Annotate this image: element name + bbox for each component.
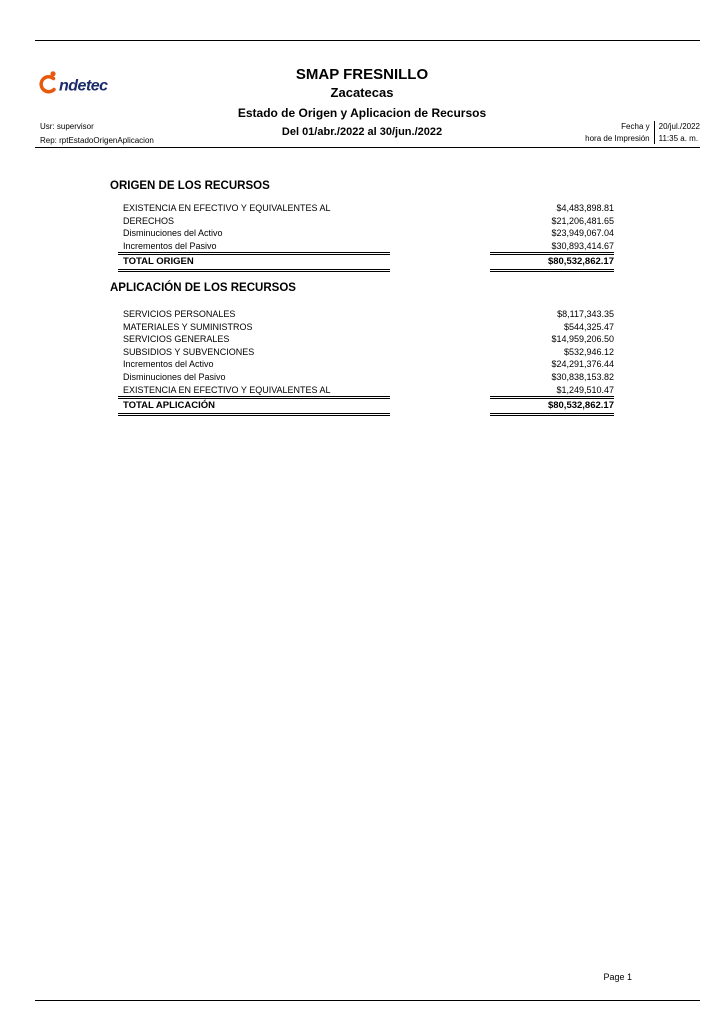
report-meta-left <box>40 120 154 148</box>
report-meta-right <box>585 121 700 144</box>
row-value: $4,483,898.81 <box>556 203 614 213</box>
table-row <box>123 334 614 347</box>
print-datetime-labels <box>585 121 653 144</box>
entity-name: SMAP FRESNILLO <box>295 66 429 83</box>
table-row <box>123 309 614 322</box>
total-value: $80,532,862.17 <box>490 252 614 272</box>
row-label: SUBSIDIOS Y SUBVENCIONES <box>123 346 255 357</box>
entity-state: Zacatecas <box>330 85 394 101</box>
row-label: EXISTENCIA EN EFECTIVO Y EQUIVALENTES AL <box>123 203 331 213</box>
row-value: $1,249,510.47 <box>556 384 614 395</box>
time-label: hora de Impresión <box>585 133 650 143</box>
table-row <box>123 203 614 216</box>
user-line: Usr: supervisor <box>40 122 94 131</box>
time-value: 11:35 a. m. <box>658 133 699 143</box>
total-aplicacion-row <box>118 396 614 416</box>
row-value: $544,325.47 <box>563 321 614 332</box>
row-label: Incrementos del Activo <box>123 359 214 370</box>
date-label: Fecha y <box>621 122 650 131</box>
table-row <box>123 228 614 241</box>
total-origen-row <box>118 252 614 272</box>
row-label: EXISTENCIA EN EFECTIVO Y EQUIVALENTES AL <box>123 384 331 395</box>
print-datetime-values <box>655 121 700 144</box>
row-label: MATERIALES Y SUMINISTROS <box>123 321 253 332</box>
total-value: $80,532,862.17 <box>490 396 614 416</box>
total-label: TOTAL APLICACIÓN <box>118 396 390 416</box>
row-label: Disminuciones del Activo <box>123 228 223 239</box>
table-row <box>123 347 614 360</box>
logo-text: ndetec <box>59 77 108 95</box>
page-number: Page 1 <box>603 972 632 982</box>
row-value: $23,949,067.04 <box>551 228 614 239</box>
table-row <box>123 322 614 335</box>
table-row <box>123 372 614 385</box>
report-title: Estado de Origen y Aplicacion de Recursos <box>237 106 487 121</box>
section-title-origen: ORIGEN DE LOS RECURSOS <box>110 180 270 192</box>
top-rule <box>35 40 700 41</box>
row-label: DERECHOS <box>123 215 175 226</box>
row-label: Incrementos del Pasivo <box>123 240 217 251</box>
row-value: $24,291,376.44 <box>551 359 614 370</box>
header-rule <box>35 147 700 148</box>
total-label: TOTAL ORIGEN <box>118 252 390 272</box>
report-period: Del 01/abr./2022 al 30/jun./2022 <box>281 125 443 138</box>
row-label: Disminuciones del Pasivo <box>123 371 226 382</box>
row-value: $21,206,481.65 <box>551 215 614 226</box>
row-value: $14,959,206.50 <box>551 334 614 345</box>
row-value: $532,946.12 <box>563 346 614 357</box>
report-id-line: Rep: rptEstadoOrigenAplicacion <box>40 136 154 145</box>
date-value: 20/jul./2022 <box>658 122 700 131</box>
row-value: $30,838,153.82 <box>551 371 614 382</box>
origen-rows <box>123 203 614 253</box>
row-value: $8,117,343.35 <box>557 309 614 319</box>
row-label: SERVICIOS PERSONALES <box>123 309 236 319</box>
table-row <box>123 216 614 229</box>
row-label: SERVICIOS GENERALES <box>123 334 230 345</box>
section-title-aplicacion: APLICACIÓN DE LOS RECURSOS <box>110 282 296 294</box>
bottom-rule <box>35 1000 700 1001</box>
table-row <box>123 359 614 372</box>
aplicacion-rows <box>123 309 614 397</box>
row-value: $30,893,414.67 <box>551 240 614 251</box>
